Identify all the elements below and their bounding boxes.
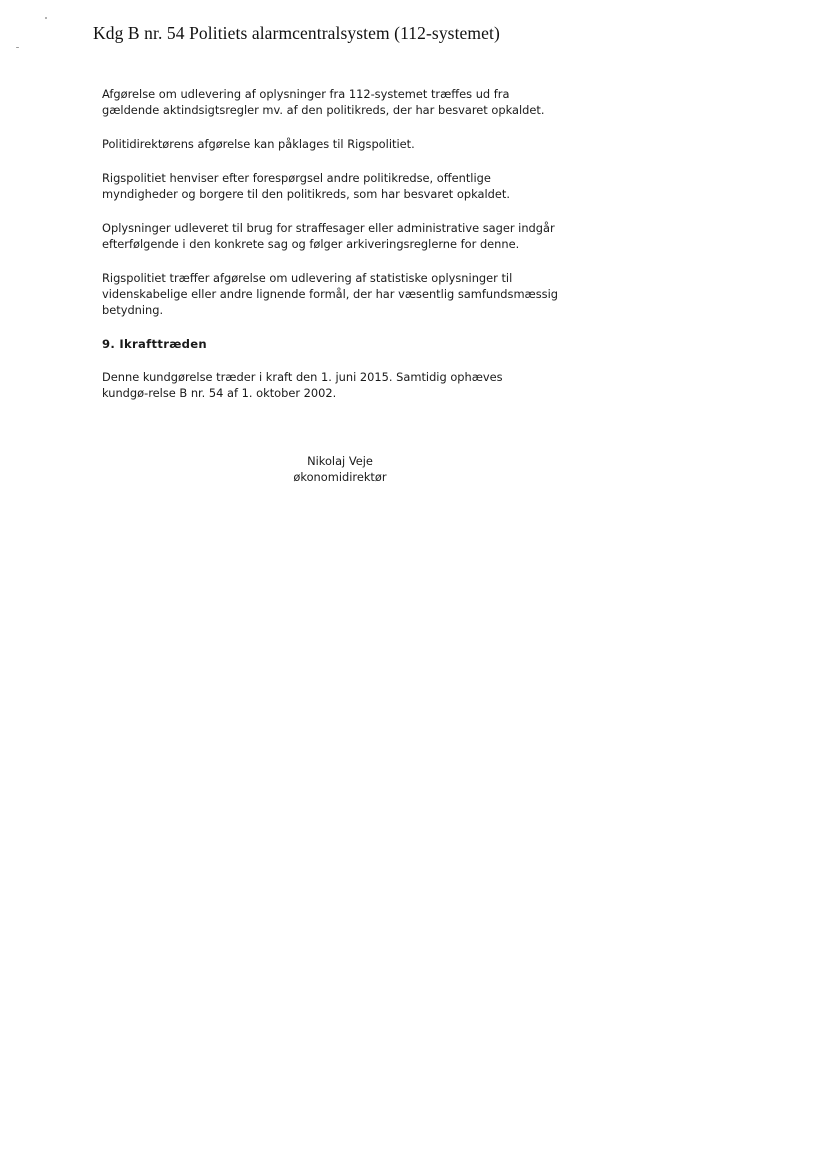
text-line: efterfølgende i den konkrete sag og følger arkiveringsreglerne for denne. bbox=[102, 237, 520, 251]
paragraph-arkivering bbox=[102, 220, 602, 252]
section-heading: 9. Ikrafttræden bbox=[102, 337, 207, 351]
text-line: kundgø-relse B nr. 54 af 1. oktober 2002. bbox=[102, 386, 337, 400]
scan-speck bbox=[45, 17, 47, 19]
signatory-role: økonomidirektør bbox=[293, 470, 387, 484]
paragraph-ikrafttraeden bbox=[102, 369, 602, 401]
text-line: myndigheder og borgere til den politikreds, som har besvaret opkaldet. bbox=[102, 187, 510, 201]
text-line: Afgørelse om udlevering af oplysninger fra 112-systemet træffes ud fra bbox=[102, 87, 510, 101]
text-line: Rigspolitiet træffer afgørelse om udlevering af statistiske oplysninger til bbox=[102, 271, 513, 285]
paragraph-klage bbox=[102, 136, 602, 152]
text-line: Politidirektørens afgørelse kan påklages til Rigspolitiet. bbox=[102, 137, 415, 151]
text-line: gældende aktindsigtsregler mv. af den politikreds, der har besvaret opkaldet. bbox=[102, 103, 545, 117]
signature-block bbox=[270, 453, 410, 485]
paragraph-udlevering bbox=[102, 86, 602, 118]
paragraph-henvisning bbox=[102, 170, 602, 202]
signatory-name: Nikolaj Veje bbox=[307, 454, 373, 468]
text-line: Denne kundgørelse træder i kraft den 1. juni 2015. Samtidig ophæves bbox=[102, 370, 503, 384]
page-header-title: Kdg B nr. 54 Politiets alarmcentralsystem (112-systemet) bbox=[93, 23, 500, 43]
scan-speck bbox=[16, 47, 19, 48]
paragraph-statistik bbox=[102, 270, 602, 318]
text-line: betydning. bbox=[102, 303, 164, 317]
document-body bbox=[102, 86, 602, 419]
text-line: Oplysninger udleveret til brug for straffesager eller administrative sager indgår bbox=[102, 221, 555, 235]
text-line: videnskabelige eller andre lignende formål, der har væsentlig samfundsmæssig bbox=[102, 287, 558, 301]
text-line: Rigspolitiet henviser efter forespørgsel andre politikredse, offentlige bbox=[102, 171, 491, 185]
